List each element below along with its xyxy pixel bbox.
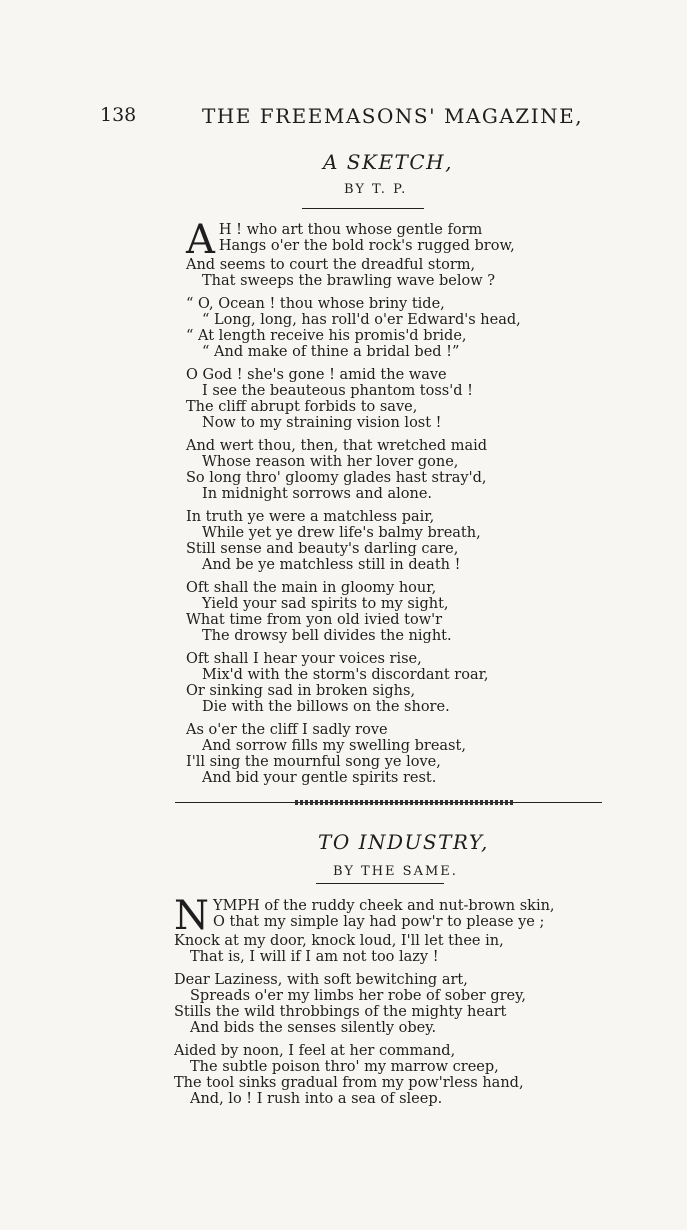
stanza (174, 893, 654, 965)
poem-line: Now to my straining vision lost ! (202, 415, 442, 431)
stanza (186, 722, 606, 786)
poem-line: Die with the billows on the shore. (202, 699, 450, 715)
poem-line: “ O, Ocean ! thou whose briny tide, (186, 296, 445, 312)
poem-line: Spreads o'er my limbs her robe of sober grey, (190, 988, 526, 1004)
stanza (174, 1043, 654, 1107)
poem-line: And bid your gentle spirits rest. (202, 770, 437, 786)
poem-line: Stills the wild throbbings of the mighty heart (174, 1004, 507, 1020)
poem-line: “ At length receive his promis'd bride, (186, 328, 467, 344)
journal-title: THE FREEMASONS' MAGAZINE, (202, 104, 584, 128)
stanza (174, 972, 654, 1036)
poem-line: And bids the senses silently obey. (190, 1020, 437, 1036)
poem-line: As o'er the cliff I sadly rove (186, 722, 388, 738)
poem-line: So long thro' gloomy glades hast stray'd, (186, 470, 487, 486)
title-rule (302, 208, 424, 209)
stanza (186, 651, 606, 715)
poem-line: Aided by noon, I feel at her command, (174, 1043, 456, 1059)
poem-line: I'll sing the mournful song ye love, (186, 754, 441, 770)
section-divider (175, 800, 602, 806)
page-number: 138 (100, 104, 137, 126)
poem-line: O that my simple lay had pow'r to please ye ; (213, 914, 545, 930)
poem-line: Dear Laziness, with soft bewitching art, (174, 972, 468, 988)
poem-line: Or sinking sad in broken sighs, (186, 683, 416, 699)
poem-line: A H ! who art thou whose gentle form (186, 217, 483, 263)
poem-line: Mix'd with the storm's discordant roar, (202, 667, 489, 683)
poem-industry (174, 893, 654, 1114)
running-head (100, 104, 660, 134)
poem-line: That sweeps the brawling wave below ? (202, 273, 496, 289)
poem-line: Still sense and beauty's darling care, (186, 541, 459, 557)
poem-line: And be ye matchless still in death ! (202, 557, 461, 573)
poem-line: In truth ye were a matchless pair, (186, 509, 435, 525)
poem-line: “ Long, long, has roll'd o'er Edward's head, (202, 312, 521, 328)
poem-title-industry: TO INDUSTRY, (318, 830, 489, 854)
title-rule (316, 883, 444, 884)
stanza (186, 296, 606, 360)
poem-line: Knock at my door, knock loud, I'll let thee in, (174, 933, 504, 949)
poem-line: The tool sinks gradual from my pow'rless hand, (174, 1075, 524, 1091)
poem-byline-industry: BY THE SAME. (333, 864, 458, 879)
poem-line: NYMPH of the ruddy cheek and nut-brown skin, (174, 893, 555, 939)
poem-sketch (186, 217, 606, 793)
poem-line: And sorrow fills my swelling breast, (202, 738, 466, 754)
poem-line: Yield your sad spirits to my sight, (202, 596, 449, 612)
poem-line: And, lo ! I rush into a sea of sleep. (190, 1091, 443, 1107)
poem-byline-sketch: BY T. P. (344, 182, 408, 197)
poem-line: The cliff abrupt forbids to save, (186, 399, 418, 415)
stanza (186, 509, 606, 573)
drop-cap: N (174, 893, 209, 939)
poem-title-sketch: A SKETCH, (323, 150, 453, 174)
poem-line: The subtle poison thro' my marrow creep, (190, 1059, 499, 1075)
stanza (186, 217, 606, 289)
stanza (186, 438, 606, 502)
poem-line: And wert thou, then, that wretched maid (186, 438, 488, 454)
poem-line: Hangs o'er the bold rock's rugged brow, (218, 238, 515, 254)
poem-line: That is, I will if I am not too lazy ! (190, 949, 439, 965)
poem-line: While yet ye drew life's balmy breath, (202, 525, 481, 541)
poem-line: And seems to court the dreadful storm, (186, 257, 476, 273)
poem-line: What time from yon old ivied tow'r (186, 612, 443, 628)
stanza (186, 367, 606, 431)
poem-line: “ And make of thine a bridal bed !” (202, 344, 460, 360)
poem-line: Oft shall I hear your voices rise, (186, 651, 422, 667)
poem-line: In midnight sorrows and alone. (202, 486, 433, 502)
drop-cap: A (186, 217, 215, 263)
poem-line: The drowsy bell divides the night. (202, 628, 452, 644)
poem-line: Oft shall the main in gloomy hour, (186, 580, 437, 596)
poem-line: I see the beauteous phantom toss'd ! (202, 383, 473, 399)
stanza (186, 580, 606, 644)
poem-line: O God ! she's gone ! amid the wave (186, 367, 447, 383)
poem-line: Whose reason with her lover gone, (202, 454, 459, 470)
